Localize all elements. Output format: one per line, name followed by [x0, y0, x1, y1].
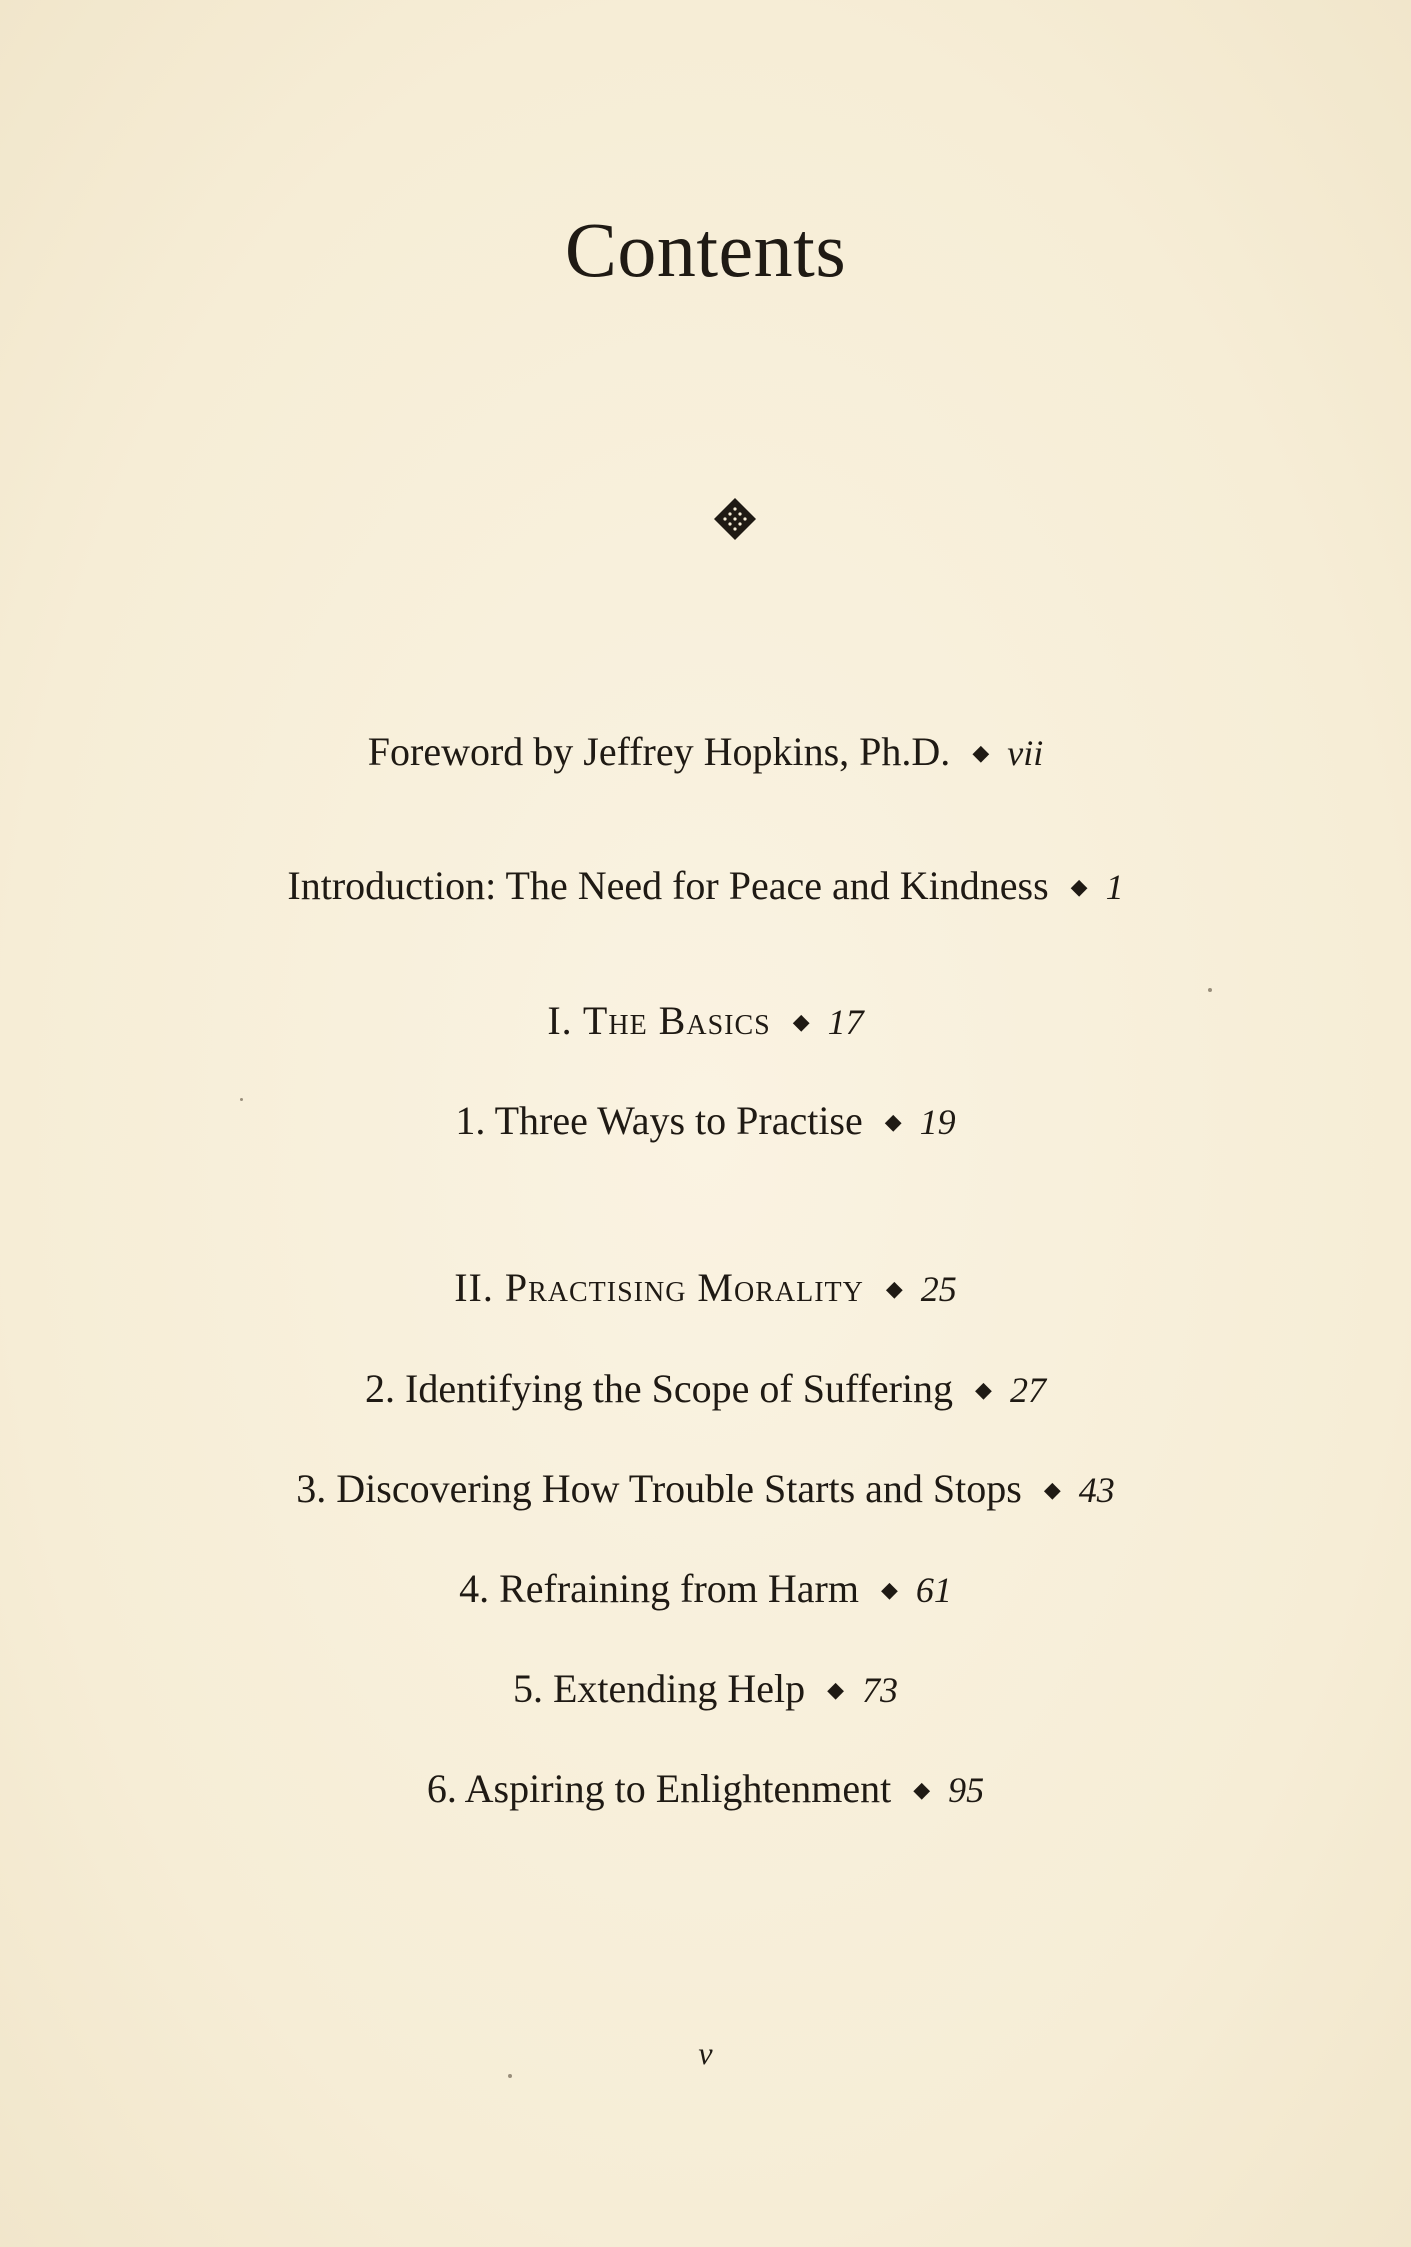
toc-entry-page: 25: [920, 1269, 957, 1309]
toc-entry-chapter-3[interactable]: [0, 1465, 1411, 1512]
paper-speck: [240, 1098, 243, 1101]
toc-entry-label: 4. Refraining from Harm: [459, 1566, 859, 1611]
toc-entry-label: 5. Extending Help: [512, 1666, 806, 1711]
toc-entry-page: 17: [827, 1002, 864, 1042]
diamond-separator-icon: ◆: [885, 1275, 903, 1301]
toc-entry-page: 43: [1078, 1470, 1115, 1510]
diamond-separator-icon: ◆: [1043, 1476, 1061, 1502]
diamond-separator-icon: ◆: [827, 1676, 845, 1702]
toc-entry-chapter-6[interactable]: [0, 1765, 1411, 1812]
diamond-separator-icon: ◆: [1070, 873, 1088, 899]
toc-entry-chapter-4[interactable]: [0, 1565, 1411, 1612]
toc-entry-page: 1: [1105, 867, 1124, 907]
paper-speck: [1208, 988, 1212, 992]
toc-entry-foreword[interactable]: [0, 728, 1411, 775]
toc-entry-chapter-5[interactable]: [0, 1665, 1411, 1712]
toc-entry-label: I. The Basics: [547, 998, 771, 1043]
diamond-separator-icon: ◆: [975, 1376, 992, 1402]
page-folio: v: [698, 2035, 713, 2071]
toc-entry-page: 19: [919, 1102, 956, 1142]
toc-entry-page: vii: [1007, 733, 1044, 773]
diamond-separator-icon: ◆: [913, 1776, 931, 1802]
toc-entry-page: 61: [915, 1570, 952, 1610]
page-title: Contents: [564, 206, 847, 293]
toc-entry-chapter-1[interactable]: [0, 1097, 1411, 1144]
toc-entry-label: 3. Discovering How Trouble Starts and Stops: [296, 1466, 1022, 1511]
toc-entry-page: 95: [948, 1770, 985, 1810]
toc-entry-page: 27: [1009, 1370, 1046, 1410]
diamond-separator-icon: ◆: [972, 739, 990, 765]
endless-knot-diamond-icon: [713, 497, 757, 541]
paper-speck: [508, 2074, 512, 2078]
diamond-separator-icon: ◆: [792, 1008, 810, 1034]
toc-entry-label: Foreword by Jeffrey Hopkins, Ph.D.: [367, 729, 951, 774]
toc-entry-label: 6. Aspiring to Enlightenment: [426, 1766, 892, 1811]
toc-entry-label: Introduction: The Need for Peace and Kindness: [287, 863, 1049, 908]
diamond-separator-icon: ◆: [884, 1108, 902, 1134]
toc-entry-page: 73: [862, 1670, 899, 1710]
toc-entry-label: 2. Identifying the Scope of Suffering: [365, 1366, 954, 1411]
diamond-separator-icon: ◆: [880, 1576, 898, 1602]
toc-entry-chapter-2[interactable]: [0, 1365, 1411, 1412]
toc-part-basics[interactable]: [0, 997, 1411, 1044]
toc-entry-label: 1. Three Ways to Practise: [455, 1098, 863, 1143]
toc-entry-introduction[interactable]: [0, 862, 1411, 909]
toc-entry-label: II. Practising Morality: [454, 1265, 864, 1310]
toc-part-morality[interactable]: [0, 1264, 1411, 1311]
